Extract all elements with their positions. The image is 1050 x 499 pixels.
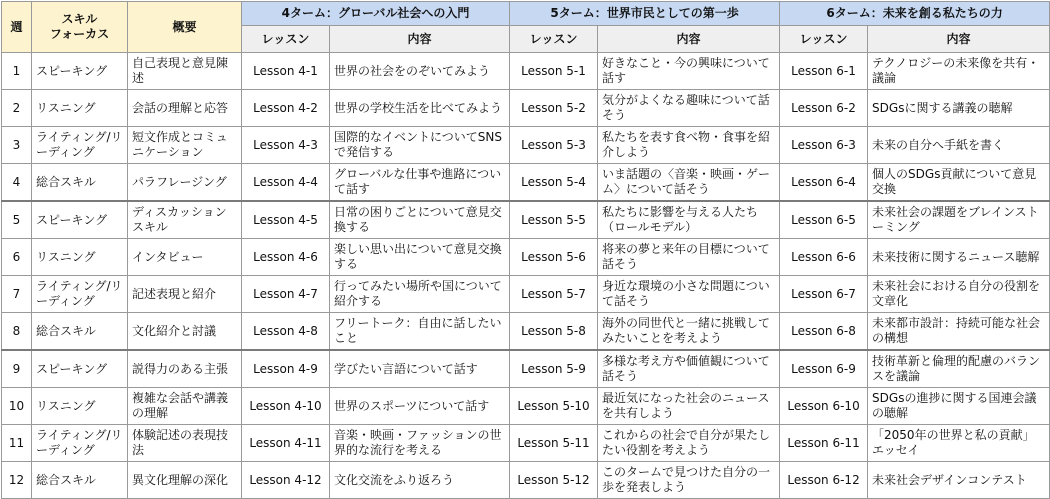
header-row-terms bbox=[2, 2, 1050, 26]
week-cell: 3 bbox=[2, 127, 32, 164]
skill-cell: リスニング bbox=[32, 239, 128, 276]
summary-cell: ディスカッションスキル bbox=[128, 201, 242, 239]
lesson-content-cell: 未来社会デザインコンテスト bbox=[868, 462, 1050, 499]
table-row bbox=[2, 388, 1050, 425]
lesson-id-cell: Lesson 4-1 bbox=[242, 53, 330, 90]
lesson-content-cell: SDGsに関する講義の聴解 bbox=[868, 90, 1050, 127]
skill-cell: ライティング/リーディング bbox=[32, 425, 128, 462]
lesson-id-cell: Lesson 5-9 bbox=[510, 350, 598, 388]
lesson-content-cell: 世界のスポーツについて話す bbox=[330, 388, 510, 425]
lesson-content-cell: 海外の同世代と一緒に挑戦してみたいことを考えよう bbox=[598, 313, 780, 351]
header-skill-focus bbox=[32, 2, 128, 53]
summary-cell: 自己表現と意見陳述 bbox=[128, 53, 242, 90]
lesson-id-cell: Lesson 4-11 bbox=[242, 425, 330, 462]
header-content-term-5: 内容 bbox=[598, 26, 780, 53]
lesson-content-cell: 多様な考え方や価値観について話そう bbox=[598, 350, 780, 388]
table-row bbox=[2, 201, 1050, 239]
lesson-content-cell: 音楽・映画・ファッションの世界的な流行を考える bbox=[330, 425, 510, 462]
header-content-term-4: 内容 bbox=[330, 26, 510, 53]
header-term-5: 5ターム：世界市民としての第一歩 bbox=[510, 2, 780, 26]
week-cell: 12 bbox=[2, 462, 32, 499]
lesson-content-cell: 国際的なイベントについてSNSで発信する bbox=[330, 127, 510, 164]
skill-cell: リスニング bbox=[32, 90, 128, 127]
lesson-id-cell: Lesson 5-7 bbox=[510, 276, 598, 313]
lesson-content-cell: 最近気になった社会のニュースを共有しよう bbox=[598, 388, 780, 425]
week-cell: 8 bbox=[2, 313, 32, 351]
summary-cell: 会話の理解と応答 bbox=[128, 90, 242, 127]
lesson-id-cell: Lesson 5-8 bbox=[510, 313, 598, 351]
lesson-id-cell: Lesson 4-9 bbox=[242, 350, 330, 388]
lesson-id-cell: Lesson 5-6 bbox=[510, 239, 598, 276]
lesson-content-cell: 好きなこと・今の興味について話す bbox=[598, 53, 780, 90]
week-cell: 10 bbox=[2, 388, 32, 425]
skill-cell: スピーキング bbox=[32, 350, 128, 388]
week-cell: 2 bbox=[2, 90, 32, 127]
lesson-content-cell: 楽しい思い出について意見交換する bbox=[330, 239, 510, 276]
skill-cell: 総合スキル bbox=[32, 462, 128, 499]
summary-cell: 文化紹介と討議 bbox=[128, 313, 242, 351]
lesson-id-cell: Lesson 6-1 bbox=[780, 53, 868, 90]
lesson-id-cell: Lesson 5-2 bbox=[510, 90, 598, 127]
summary-cell: インタビュー bbox=[128, 239, 242, 276]
lesson-content-cell: このタームで見つけた自分の一歩を発表しよう bbox=[598, 462, 780, 499]
lesson-id-cell: Lesson 6-3 bbox=[780, 127, 868, 164]
lesson-id-cell: Lesson 5-5 bbox=[510, 201, 598, 239]
lesson-content-cell: 未来社会の課題をブレインストーミング bbox=[868, 201, 1050, 239]
header-summary: 概要 bbox=[128, 2, 242, 53]
week-cell: 5 bbox=[2, 201, 32, 239]
week-cell: 9 bbox=[2, 350, 32, 388]
lesson-id-cell: Lesson 4-12 bbox=[242, 462, 330, 499]
lesson-content-cell: グローバルな仕事や進路について話す bbox=[330, 164, 510, 202]
skill-cell: 総合スキル bbox=[32, 313, 128, 351]
week-cell: 1 bbox=[2, 53, 32, 90]
lesson-id-cell: Lesson 6-12 bbox=[780, 462, 868, 499]
lesson-id-cell: Lesson 5-11 bbox=[510, 425, 598, 462]
skill-cell: リスニング bbox=[32, 388, 128, 425]
lesson-id-cell: Lesson 4-10 bbox=[242, 388, 330, 425]
lesson-content-cell: 未来社会における自分の役割を文章化 bbox=[868, 276, 1050, 313]
lesson-content-cell: 気分がよくなる趣味について話そう bbox=[598, 90, 780, 127]
week-cell: 6 bbox=[2, 239, 32, 276]
lesson-id-cell: Lesson 6-5 bbox=[780, 201, 868, 239]
lesson-id-cell: Lesson 6-11 bbox=[780, 425, 868, 462]
week-cell: 7 bbox=[2, 276, 32, 313]
lesson-id-cell: Lesson 4-2 bbox=[242, 90, 330, 127]
lesson-content-cell: 身近な環境の小さな問題について話そう bbox=[598, 276, 780, 313]
header-skill-focus-label: スキル フォーカス bbox=[49, 12, 110, 41]
header-term-4: 4ターム：グローバル社会への入門 bbox=[242, 2, 510, 26]
table-row bbox=[2, 239, 1050, 276]
lesson-id-cell: Lesson 6-8 bbox=[780, 313, 868, 351]
lesson-content-cell: いま話題の〈音楽・映画・ゲーム〉について話そう bbox=[598, 164, 780, 202]
lesson-content-cell: 文化交流をふり返ろう bbox=[330, 462, 510, 499]
header-content-term-6: 内容 bbox=[868, 26, 1050, 53]
skill-cell: ライティング/リーディング bbox=[32, 127, 128, 164]
lesson-content-cell: SDGsの進捗に関する国連会議の聴解 bbox=[868, 388, 1050, 425]
table-row bbox=[2, 350, 1050, 388]
lesson-id-cell: Lesson 4-6 bbox=[242, 239, 330, 276]
summary-cell: 記述表現と紹介 bbox=[128, 276, 242, 313]
skill-cell: ライティング/リーディング bbox=[32, 276, 128, 313]
lesson-content-cell: 学びたい言語について話す bbox=[330, 350, 510, 388]
lesson-content-cell: 技術革新と倫理的配慮のバランスを議論 bbox=[868, 350, 1050, 388]
lesson-content-cell: これからの社会で自分が果たしたい役割を考えよう bbox=[598, 425, 780, 462]
summary-cell: 説得力のある主張 bbox=[128, 350, 242, 388]
lesson-content-cell: 行ってみたい場所や国について紹介する bbox=[330, 276, 510, 313]
curriculum-table bbox=[1, 1, 1050, 499]
lesson-content-cell: フリートーク：自由に話したいこと bbox=[330, 313, 510, 351]
lesson-id-cell: Lesson 6-2 bbox=[780, 90, 868, 127]
lesson-id-cell: Lesson 5-12 bbox=[510, 462, 598, 499]
lesson-id-cell: Lesson 5-10 bbox=[510, 388, 598, 425]
lesson-content-cell: 日常の困りごとについて意見交換する bbox=[330, 201, 510, 239]
table-row bbox=[2, 462, 1050, 499]
table-row bbox=[2, 53, 1050, 90]
lesson-content-cell: 世界の学校生活を比べてみよう bbox=[330, 90, 510, 127]
lesson-id-cell: Lesson 6-6 bbox=[780, 239, 868, 276]
skill-cell: スピーキング bbox=[32, 201, 128, 239]
summary-cell: 複雑な会話や講義の理解 bbox=[128, 388, 242, 425]
lesson-id-cell: Lesson 6-7 bbox=[780, 276, 868, 313]
lesson-content-cell: 「2050年の世界と私の貢献」エッセイ bbox=[868, 425, 1050, 462]
header-lesson-term-6: レッスン bbox=[780, 26, 868, 53]
lesson-content-cell: 個人のSDGs貢献について意見交換 bbox=[868, 164, 1050, 202]
week-cell: 11 bbox=[2, 425, 32, 462]
lesson-id-cell: Lesson 6-9 bbox=[780, 350, 868, 388]
skill-cell: 総合スキル bbox=[32, 164, 128, 202]
lesson-content-cell: 私たちを表す食べ物・食事を紹介しよう bbox=[598, 127, 780, 164]
lesson-content-cell: 未来技術に関するニュース聴解 bbox=[868, 239, 1050, 276]
lesson-content-cell: テクノロジーの未来像を共有・議論 bbox=[868, 53, 1050, 90]
skill-cell: スピーキング bbox=[32, 53, 128, 90]
lesson-content-cell: 未来都市設計：持続可能な社会の構想 bbox=[868, 313, 1050, 351]
lesson-id-cell: Lesson 6-4 bbox=[780, 164, 868, 202]
summary-cell: 異文化理解の深化 bbox=[128, 462, 242, 499]
table-row bbox=[2, 127, 1050, 164]
lesson-id-cell: Lesson 5-1 bbox=[510, 53, 598, 90]
lesson-id-cell: Lesson 4-3 bbox=[242, 127, 330, 164]
table-row bbox=[2, 90, 1050, 127]
header-term-6: 6ターム：未来を創る私たちの力 bbox=[780, 2, 1050, 26]
summary-cell: 短文作成とコミュニケーション bbox=[128, 127, 242, 164]
lesson-id-cell: Lesson 5-3 bbox=[510, 127, 598, 164]
table-body bbox=[2, 53, 1050, 499]
lesson-id-cell: Lesson 4-8 bbox=[242, 313, 330, 351]
summary-cell: パラフレージング bbox=[128, 164, 242, 202]
header-lesson-term-5: レッスン bbox=[510, 26, 598, 53]
table-row bbox=[2, 425, 1050, 462]
lesson-id-cell: Lesson 4-7 bbox=[242, 276, 330, 313]
header-lesson-term-4: レッスン bbox=[242, 26, 330, 53]
lesson-content-cell: 私たちに影響を与える人たち（ロールモデル） bbox=[598, 201, 780, 239]
week-cell: 4 bbox=[2, 164, 32, 202]
table-row bbox=[2, 313, 1050, 351]
lesson-id-cell: Lesson 4-4 bbox=[242, 164, 330, 202]
lesson-content-cell: 将来の夢と来年の目標について話そう bbox=[598, 239, 780, 276]
lesson-content-cell: 未来の自分へ手紙を書く bbox=[868, 127, 1050, 164]
lesson-id-cell: Lesson 4-5 bbox=[242, 201, 330, 239]
lesson-id-cell: Lesson 5-4 bbox=[510, 164, 598, 202]
summary-cell: 体験記述の表現技法 bbox=[128, 425, 242, 462]
lesson-id-cell: Lesson 6-10 bbox=[780, 388, 868, 425]
table-header bbox=[2, 2, 1050, 53]
lesson-content-cell: 世界の社会をのぞいてみよう bbox=[330, 53, 510, 90]
table-row bbox=[2, 276, 1050, 313]
header-week: 週 bbox=[2, 2, 32, 53]
table-row bbox=[2, 164, 1050, 202]
